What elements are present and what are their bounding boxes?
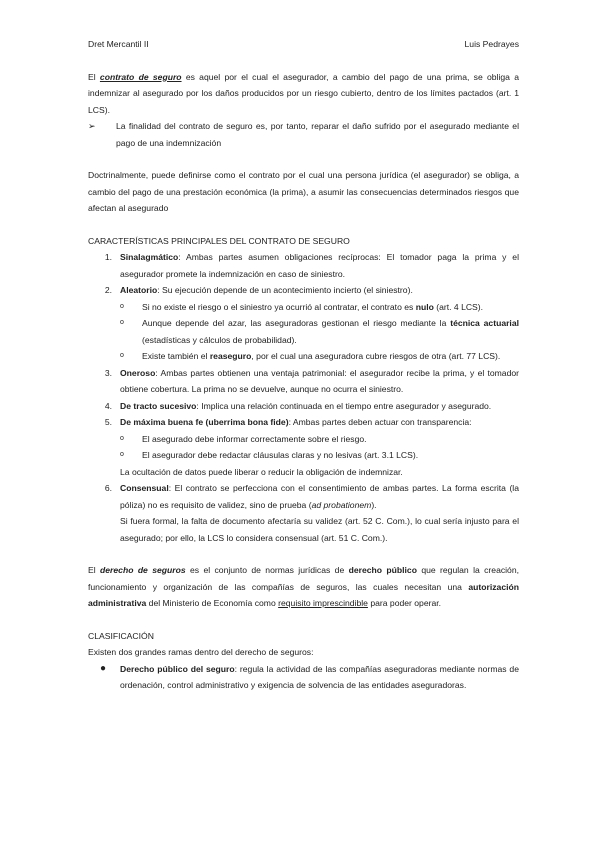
sub-item-text (142, 348, 519, 365)
item-text: : Ambas partes deben actuar con transparencia: (288, 417, 472, 427)
item-continuation: Si fuera formal, la falta de documento afectaría su validez (art. 52 C. Com.), lo cual sería injusto para el asegurado; por ello, la LCS lo considera consensual (art. 51 C. Com.). (120, 516, 519, 543)
text-run: (art. 4 LCS). (433, 301, 484, 312)
list-item (88, 365, 519, 398)
doctrinal-paragraph: Doctrinalmente, puede definirse como el contrato por el cual una persona jurídica (el asegurador) se obliga, a cambio del pago de una prestación económica (la prima), a asumir las consecuencias determinados riesgos que afectan al asegurado (88, 170, 519, 213)
item-text: : El contrato se perfecciona con el consentimiento de ambas partes. La forma escrita (la póliza) no es requisito de validez, sino de prueba ( (120, 483, 519, 510)
page-header (88, 36, 519, 53)
item-label: De tracto sucesivo (120, 400, 197, 411)
list-item (88, 282, 519, 299)
item-body (120, 414, 519, 431)
item-body (120, 365, 519, 398)
item-body (120, 480, 519, 513)
sub-list-item (120, 315, 519, 348)
circle-bullet-icon: o (120, 302, 124, 310)
list-item (88, 480, 519, 513)
text-run: Si no existe el riesgo o el siniestro ya ocurrió al contratar, el contrato es (142, 301, 416, 312)
item-text: : Ambas partes obtienen una ventaja patrimonial: el asegurador recibe la prima, y el tomador obtiene cobertura. La prima no se devuelve, aunque no ocurra el siniestro. (120, 367, 519, 394)
item-number: 4. (104, 400, 112, 411)
bullet-item-text (120, 661, 519, 694)
item-label: De máxima buena fe (uberrima bona fide) (120, 417, 289, 427)
text-bold: reaseguro (209, 351, 252, 361)
sub-list-item (120, 447, 519, 464)
item-text: : regula la actividad de las compañías aseguradoras mediante normas de ordenación, control administrativo y exigencia de solvencia de las entidades aseguradoras. (120, 663, 519, 690)
text-bold: derecho público (348, 565, 417, 575)
circle-bullet-icon: o (120, 352, 124, 359)
item-text: : Ambas partes asumen obligaciones recíprocas: El tomador paga la prima y el asegurador promete la indemnización en caso de siniestro. (120, 252, 519, 279)
clasificacion-intro: Existen dos grandes ramas dentro del derecho de seguros: (88, 647, 314, 657)
list-item (88, 414, 519, 431)
sub-list-item (120, 348, 519, 365)
text-run: es aquel por el cual el asegurador, a cambio del pago de una prima, se obliga a indemnizar al asegurado por los daños producidos por un riesgo cubierto, dentro de los límites pactados (art. 1 LCS). (88, 71, 519, 115)
item-text: : Implica una relación continuada en el tiempo entre asegurador y asegurado. (196, 400, 492, 411)
sub-item-text: El asegurado debe informar correctamente sobre el riesgo. (142, 433, 367, 444)
text-run: El (88, 71, 100, 82)
item-text: ). (371, 499, 377, 510)
item-body (120, 282, 519, 299)
bullet-list-item (88, 661, 519, 694)
section-title-clasificacion: CLASIFICACIÓN (88, 630, 154, 641)
definition-paragraph (88, 69, 519, 119)
text-underlined: requisito imprescindible (278, 598, 368, 608)
text-run: del Ministerio de Economía como (146, 598, 279, 608)
item-number: 5. (104, 417, 112, 427)
item-number: 1. (104, 252, 112, 262)
circle-bullet-icon: o (120, 451, 124, 458)
filled-bullet-icon: ● (100, 662, 107, 674)
arrow-bullet-icon: ➢ (88, 121, 96, 131)
text-bold: autorización administrativa (88, 581, 519, 608)
derecho-paragraph (88, 562, 519, 612)
item-number: 2. (104, 285, 112, 295)
text-run: , por el cual una aseguradora cubre riesgos de otra (art. 77 LCS). (251, 351, 501, 361)
item-body (120, 398, 519, 415)
item-label: Sinalagmático (120, 252, 179, 262)
text-run: (estadísticas y cálculos de probabilidad). (142, 334, 297, 345)
circle-bullet-icon: o (120, 434, 124, 442)
term-contrato-de-seguro: contrato de seguro (99, 71, 182, 82)
text-run: para poder operar. (367, 598, 442, 608)
item-number: 6. (104, 483, 112, 493)
sub-item-text (142, 299, 519, 316)
sub-list-item (120, 299, 519, 316)
arrow-item-text: La finalidad del contrato de seguro es, por tanto, reparar el daño sufrido por el asegurado mediante el pago de una indemnización (116, 121, 519, 148)
list-item (88, 249, 519, 282)
text-bold: técnica actuarial (450, 318, 519, 328)
circle-bullet-icon: o (120, 319, 124, 326)
text-run: es el conjunto de normas jurídicas de (185, 565, 349, 575)
item-label: Oneroso (120, 367, 156, 378)
item-label: Derecho público del seguro (120, 663, 235, 674)
text-run: Aunque depende del azar, las aseguradoras gestionan el riesgo mediante la (142, 318, 451, 328)
item-continuation: La ocultación de datos puede liberar o reducir la obligación de indemnizar. (120, 466, 403, 477)
list-item (88, 398, 519, 415)
item-label: Consensual (120, 483, 169, 493)
text-run: El (88, 565, 101, 575)
text-bold: nulo (415, 301, 434, 312)
header-course: Dret Mercantil II (88, 39, 149, 49)
item-number: 3. (104, 367, 112, 378)
section-title-caracteristicas: CARACTERÍSTICAS PRINCIPALES DEL CONTRATO DE SEGURO (88, 235, 350, 246)
item-body (120, 249, 519, 282)
sub-item-text: El asegurador debe redactar cláusulas claras y no lesivas (art. 3.1 LCS). (142, 450, 419, 460)
item-label: Aleatorio (120, 285, 158, 295)
term-derecho-de-seguros: derecho de seguros (100, 565, 186, 575)
item-text-italic: ad probationem (311, 499, 372, 510)
arrow-list-item (88, 118, 519, 151)
sub-item-text (142, 315, 519, 348)
item-text: : Su ejecución depende de un acontecimiento incierto (el siniestro). (157, 285, 413, 295)
text-run: que regulan la creación, funcionamiento y organización de las compañías de seguros, las cuales necesitan una (88, 565, 519, 592)
sub-list-item (120, 431, 519, 448)
header-author: Luis Pedrayes (464, 39, 519, 49)
text-run: Existe también el (142, 351, 210, 361)
